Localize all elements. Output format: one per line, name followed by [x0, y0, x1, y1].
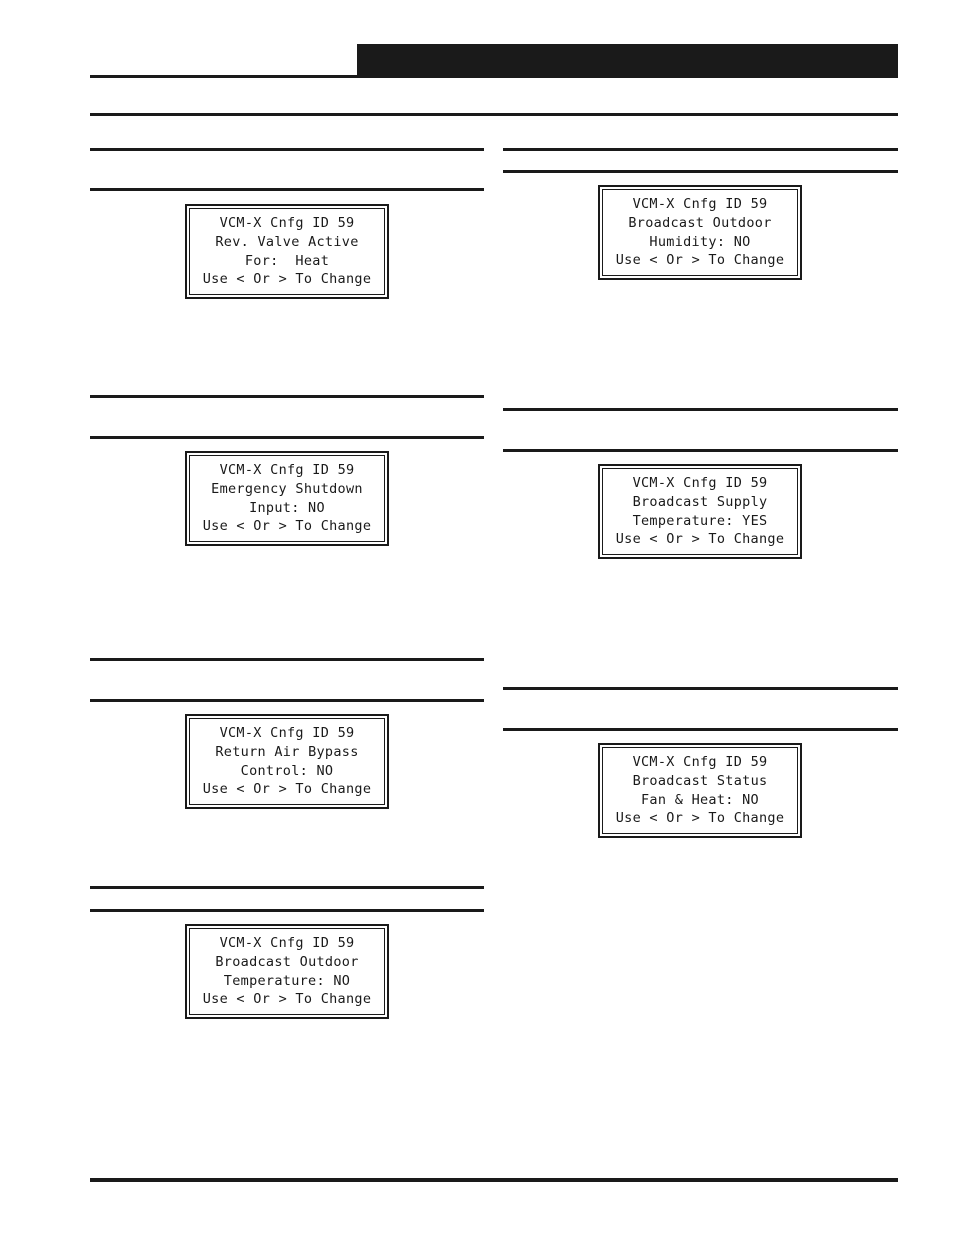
- lcd-line-4: Use < Or > To Change: [202, 991, 372, 1008]
- lcd-display-broadcast-outdoor-humidity: [598, 185, 802, 280]
- lcd-line-4: Use < Or > To Change: [202, 518, 372, 535]
- lcd-screen: [602, 747, 798, 834]
- lcd-display-return-air-bypass: [185, 714, 389, 809]
- footer-rule: [90, 1178, 898, 1182]
- lcd-line-4: Use < Or > To Change: [615, 252, 785, 269]
- lcd-screen: [602, 468, 798, 555]
- section-rule-bottom: [90, 909, 484, 912]
- lcd-line-3: Fan & Heat: NO: [641, 791, 759, 808]
- lcd-line-3: Control: NO: [240, 762, 334, 779]
- lcd-line-4: Use < Or > To Change: [202, 781, 372, 798]
- section-rule-top: [503, 408, 898, 411]
- section-divider: [90, 113, 898, 116]
- lcd-line-2: Broadcast Outdoor: [628, 214, 772, 231]
- section-rule-top: [90, 886, 484, 889]
- lcd-line-1: VCM-X Cnfg ID 59: [219, 461, 355, 478]
- lcd-display-broadcast-outdoor-temp: [185, 924, 389, 1019]
- header-rule: [90, 75, 357, 78]
- lcd-line-3: Input: NO: [249, 499, 325, 516]
- lcd-line-1: VCM-X Cnfg ID 59: [219, 724, 355, 741]
- lcd-line-3: For: Heat: [244, 252, 330, 269]
- lcd-screen: [189, 455, 385, 542]
- lcd-line-3: Temperature: YES: [632, 512, 768, 529]
- lcd-screen: [189, 928, 385, 1015]
- lcd-line-2: Return Air Bypass: [215, 743, 359, 760]
- section-rule-top: [90, 658, 484, 661]
- lcd-line-2: Broadcast Outdoor: [215, 953, 359, 970]
- lcd-display-rev-valve: [185, 204, 389, 299]
- lcd-line-1: VCM-X Cnfg ID 59: [632, 474, 768, 491]
- lcd-line-1: VCM-X Cnfg ID 59: [632, 195, 768, 212]
- lcd-line-3: Humidity: NO: [649, 233, 751, 250]
- section-rule-bottom: [503, 170, 898, 173]
- section-rule-top: [503, 148, 898, 151]
- section-rule-bottom: [503, 449, 898, 452]
- section-rule-top: [90, 148, 484, 151]
- lcd-display-emergency-shutdown: [185, 451, 389, 546]
- lcd-line-2: Rev. Valve Active: [215, 233, 359, 250]
- lcd-line-4: Use < Or > To Change: [615, 531, 785, 548]
- lcd-line-2: Emergency Shutdown: [211, 480, 363, 497]
- lcd-display-broadcast-supply-temp: [598, 464, 802, 559]
- section-rule-bottom: [90, 436, 484, 439]
- lcd-line-4: Use < Or > To Change: [202, 271, 372, 288]
- lcd-line-1: VCM-X Cnfg ID 59: [632, 753, 768, 770]
- lcd-screen: [189, 718, 385, 805]
- section-rule-bottom: [90, 699, 484, 702]
- section-rule-bottom: [90, 188, 484, 191]
- lcd-screen: [189, 208, 385, 295]
- lcd-line-2: Broadcast Status: [632, 772, 768, 789]
- lcd-line-4: Use < Or > To Change: [615, 810, 785, 827]
- lcd-screen: [602, 189, 798, 276]
- lcd-line-1: VCM-X Cnfg ID 59: [219, 934, 355, 951]
- lcd-line-2: Broadcast Supply: [632, 493, 768, 510]
- lcd-line-1: VCM-X Cnfg ID 59: [219, 214, 355, 231]
- section-rule-top: [90, 395, 484, 398]
- header-bar: [357, 44, 898, 78]
- lcd-line-3: Temperature: NO: [223, 972, 351, 989]
- lcd-display-broadcast-status: [598, 743, 802, 838]
- section-rule-bottom: [503, 728, 898, 731]
- section-rule-top: [503, 687, 898, 690]
